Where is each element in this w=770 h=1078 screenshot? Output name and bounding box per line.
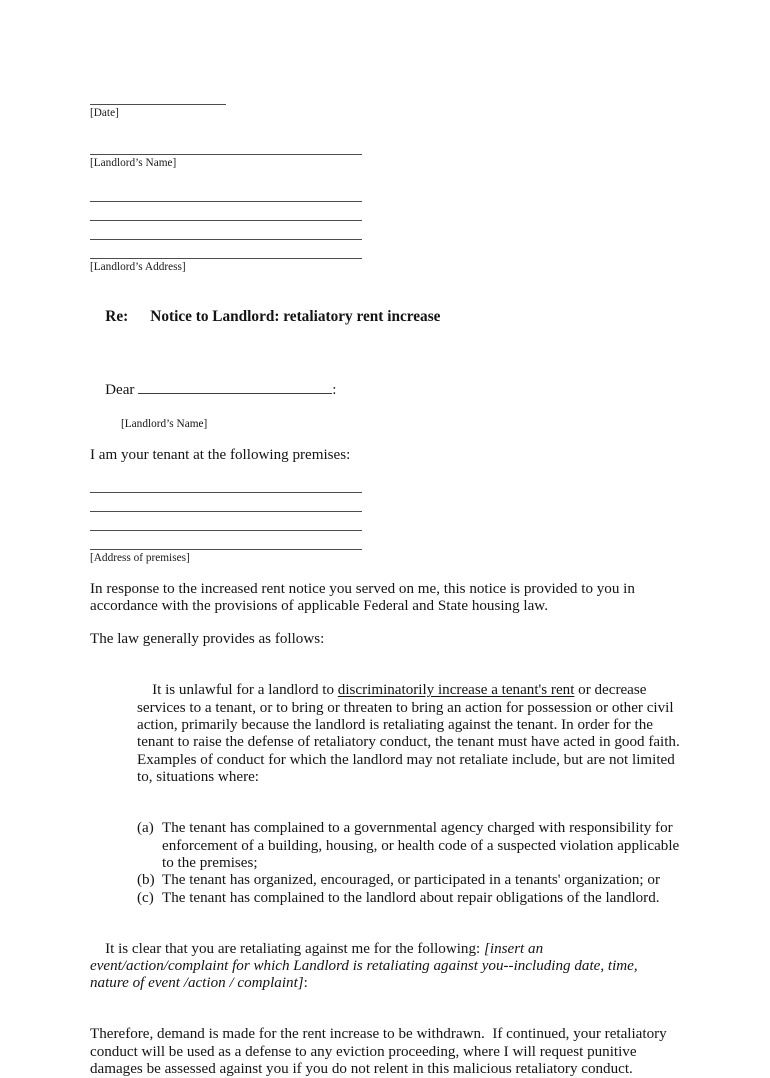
premises-blank-line [90,531,362,550]
claim-post: : [303,975,308,992]
claim-insert-instruction: [insert an event/action/complaint for which Landlord is retaliating against you--including date, time, nature of event /action / complaint] [90,940,642,992]
premises-blank-line [90,512,362,531]
landlord-address-blank-line [90,202,362,221]
law-quote-underlined-phrase: discriminatorily increase a tenant's rent [337,682,575,699]
premises-intro: I am your tenant at the following premises: [90,447,351,464]
list-item-text: The tenant has complained to a governmental agency charged with responsibility for enforcement of a building, housing, or health code of a suspected violation applicable to the premises; [162,820,684,871]
list-item-text: The tenant has complained to the landlord about repair obligations of the landlord. [162,889,660,906]
subject-title: Notice to Landlord: retaliatory rent increase [150,308,441,325]
landlord-name-label: [Landlord’s Name] [90,157,177,169]
law-quote-paragraph [137,665,684,804]
list-item-marker: (b) [137,872,155,889]
list-item [137,890,680,907]
response-paragraph: In response to the increased rent notice you served on me, this notice is provided to you in accordance with the provisions of applicable Federal and State housing law. [90,580,639,615]
landlord-address-blank-line [90,221,362,240]
premises-blank-line [90,493,362,512]
list-item [137,820,684,872]
salutation-line [90,361,680,417]
landlord-address-blank-line [90,183,362,202]
list-item-text: The tenant has organized, encouraged, or participated in a tenants' organization; or [162,872,660,889]
list-item-marker: (a) [137,820,154,837]
law-quote-post: or decrease services to a tenant, or to bring or threaten to bring an action for possession or other civil action, primarily because the landlord is retaliating against the tenant. In order for the tenant to raise the defense of retaliatory conduct, the tenant must have acted in good faith. Examples of conduct for which the landlord may not retaliate include, but are not limited to, situations where: [137,682,684,786]
retaliation-claim-paragraph [90,923,680,1010]
premises-blank-lines [90,474,680,550]
claim-pre: It is clear that you are retaliating against me for the following: [105,940,484,957]
law-intro-paragraph: The law generally provides as follows: [90,631,325,648]
list-item-marker: (c) [137,889,154,906]
subject-line [90,290,680,344]
premises-blank-line [90,474,362,493]
list-item [137,872,680,889]
date-label: [Date] [90,107,119,119]
premises-label: [Address of premises] [90,551,190,564]
salutation-prefix: Dear [105,382,139,399]
landlord-name-blank-line [90,136,362,155]
landlord-address-blank-line [90,240,362,259]
salutation-blank-line [138,378,332,394]
date-blank-line [90,97,226,105]
salutation-suffix: : [332,382,337,399]
retaliation-examples-list [137,820,684,907]
demand-paragraph: Therefore, demand is made for the rent increase to be withdrawn. If continued, your retaliatory conduct will be used as a defense to any eviction proceeding, where I will request punitive damages be assessed against you if you do not relent in this malicious retaliatory conduct. [90,1026,671,1077]
landlord-address-blank-lines [90,183,680,259]
re-prefix: Re: [105,308,129,325]
salutation-hint-label: [Landlord’s Name] [121,418,208,431]
law-quote-pre: It is unlawful for a landlord to [152,682,338,699]
landlord-address-label: [Landlord’s Address] [90,261,186,273]
